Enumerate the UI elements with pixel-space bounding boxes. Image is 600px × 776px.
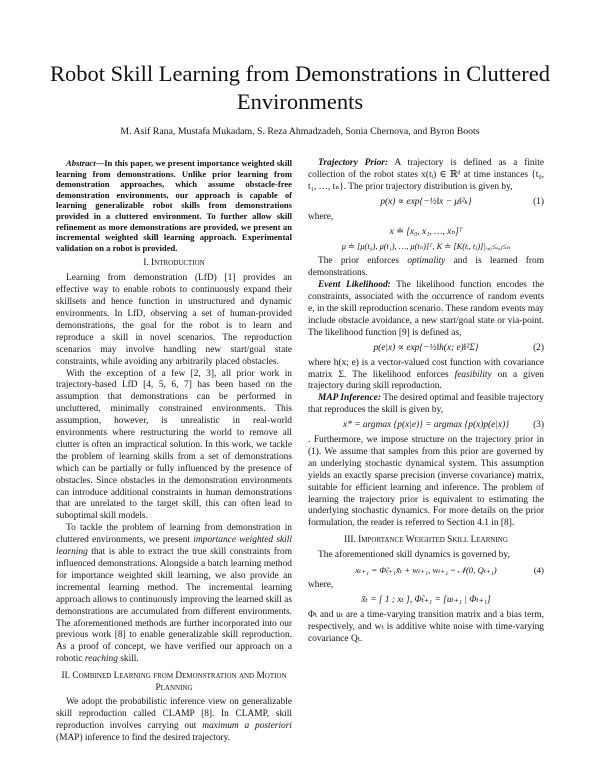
- paragraph: The aforementioned skill dynamics is governed by,: [318, 550, 510, 561]
- paragraph: Φₜ and uₜ are a time-varying transition matrix and a bias term, respectively, and wₜ is additive white noise with time-varying covariance Qₜ.: [308, 609, 544, 644]
- paragraph: Event Likelihood: The likelihood function encodes the constraints, associated with the occurrence of random events e, in the skill reproduction scenario. These random events may include obstacle avoidance, a new start/goal state or via-point. The likelihood function [9] is defined as,: [308, 280, 544, 338]
- author-list: M. Asif Rana, Mustafa Mukadam, S. Reza Ahmadzadeh, Sonia Chernova, and Byron Boots: [120, 126, 480, 137]
- abstract-label: Abstract: [66, 158, 96, 168]
- run-in-heading: Event Likelihood:: [318, 280, 391, 291]
- paragraph: MAP Inference: The desired optimal and feasible trajectory that reproduces the skill is given by,: [308, 393, 544, 416]
- left-column: [56, 158, 292, 745]
- paragraph: To tackle the problem of learning from demonstration in cluttered environments, we present importance weighted skill learning that is able to extract the true skill constraints from influenced demonstrations. Alongside a batch learning method for importance weighted skill learning, we also provide an incremental learning method. The incremental learning approach allows to continuously improving the learned skill as demonstrations are accumulated from different environments. The aforementioned methods are further incorporated into our previous work [8] to enable generalizable skill reproduction. As a proof of concept, we have verified our approach on a robotic reaching skill.: [56, 523, 292, 665]
- paragraph: With the exception of a few [2, 3], all prior work in trajectory-based LfD [4, 5, 6, 7] has been based on the assumption that demonstrations can be performed in uncluttered, minimally constrained environments. This assumption, however, is unrealistic in real-world environments where restructuring the world to remove all clutter is often an impractical solution. In this work, we tackle the problem of learning skills from a set of demonstrations which can be partially or fully influenced by the presence of obstacles. Since obstacles in the demonstration environments can introduce additional constraints in human demonstrations that are unrelated to the target skill, this can often lead to suboptimal skill models.: [56, 368, 292, 522]
- equation-5: x̃ₜ = [ 1 ; xₜ ], Φ̃ₜ₊₁ = [uₜ₊₁ | Φₜ₊₁]: [361, 594, 491, 605]
- paragraph: . Furthermore, we impose structure on the trajectory prior in (1). We assume that samples from this prior are governed by an underlying stochastic dynamical system. This assumption yields an exactly sparse precision (inverse covariance) matrix, suitable for efficient learning and inference. The problem of learning the trajectory prior is equivalent to estimating the underlying stochastic dynamics. For more details on the prior formulation, the reader is referred to Section 4.1 in [8].: [308, 435, 544, 529]
- section-heading-clamp: II. Combined Learning from Demonstration and Motion Planning: [61, 671, 287, 693]
- paragraph: Trajectory Prior: A trajectory is defined as a finite collection of the robot states x(tᵢ) ∈ ℝᵈ at time instances {t₀, t₁, …, tₙ}. The prior trajectory distribution is given by,: [308, 158, 544, 192]
- paragraph: The prior enforces optimality and is learned from demonstrations.: [308, 256, 544, 279]
- section-heading-importance-weighted: III. Importance Weighted Skill Learning: [344, 535, 508, 546]
- equation-x-def: x ≐ [x₀, x₁, …, xₙ]ᵀ: [389, 226, 463, 237]
- run-in-heading: MAP Inference:: [318, 393, 381, 404]
- paragraph: We adopt the probabilistic inference view on generalizable skill reproduction called CLAMP [8]. In CLAMP, skill reproduction involves carrying out maximum a posteriori (MAP) inference to find the desired trajectory.: [56, 697, 293, 743]
- paper-title: Robot Skill Learning from Demonstrations in Cluttered Environments: [50, 61, 550, 114]
- equation-3: x* = argmax {p(x|e)} = argmax {p(x)p(e|x)} (3): [343, 420, 544, 431]
- abstract: [56, 158, 292, 253]
- right-column: [308, 158, 544, 646]
- equation-mu-def: μ ≐ [μ(t₀), μ(t₁), …, μ(tₙ)]ᵀ, K ≐ [K(tᵢ, tⱼ)]|ᵢ,₀≤ᵢ,ⱼ≤ₙ: [341, 242, 511, 252]
- equation-number: (1): [533, 196, 544, 207]
- paragraph: where,: [308, 211, 334, 222]
- equation-number: (3): [533, 420, 544, 431]
- paragraph: where,: [308, 580, 334, 590]
- section-heading-introduction: I. Introduction: [143, 258, 205, 269]
- equation-number: (2): [533, 342, 544, 353]
- abstract-text: —In this paper, we present importance weighted skill learning from demonstrations. Unlike prior learning from demonstration approaches, which assume obstacle-free demonstration environments, our approach is capable of learning generalizable robot skills from demonstrations provided in a cluttered environment. To further allow skill refinement as more demonstrations are provided, we present an incremental weighted skill learning approach. Experimental validation on a robot is provided.: [56, 158, 292, 253]
- equation-1: p(x) ∝ exp{−½‖x − μ‖²ₖ} (1): [380, 196, 544, 207]
- equation-4: xₜ₊₁ = Φ̃ₜ₊₁x̃ₜ + wₜ₊₁, wₜ₊₁ ~ 𝒩(0, Qₜ₊₁) (4): [355, 565, 544, 576]
- paragraph: where h(x; e) is a vector-valued cost function with covariance matrix Σ. The likelihood enforces feasibility on a given trajectory during skill reproduction.: [308, 357, 544, 392]
- run-in-heading: Trajectory Prior:: [318, 158, 389, 168]
- equation-2: p(e|x) ∝ exp{−½‖h(x; e)‖²Σ} (2): [373, 342, 544, 353]
- paragraph: Learning from demonstration (LfD) [1] provides an effective way to enable robots to continuously expand their skillsets and hence function in unstructured and dynamic environments. In LfD, observing a set of human-provided demonstrations, the goal for the robot is to learn and reproduce a skill in novel scenarios. The reproduction scenarios may involve handling new start/goal state constraints, while avoiding any arbitrarily placed obstacles.: [56, 273, 292, 367]
- equation-number: (4): [533, 565, 544, 576]
